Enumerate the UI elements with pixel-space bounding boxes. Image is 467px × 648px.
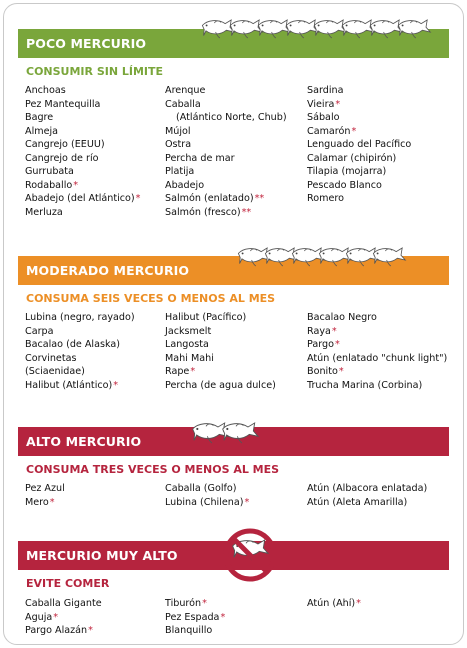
fish-list-column: [307, 597, 361, 611]
fish-name: Bacalao (de Alaska): [25, 339, 120, 350]
list-item: [165, 482, 249, 496]
fish-name: Percha (de agua dulce): [165, 379, 276, 391]
fish-name: Almeja: [25, 125, 59, 137]
list-item: [25, 597, 102, 611]
fish-list-column: [165, 482, 249, 509]
fish-name: Salmón (enlatado): [165, 193, 254, 204]
list-item: [307, 138, 411, 152]
section-subtitle: CONSUMA TRES VECES O MENOS AL MES: [26, 463, 280, 476]
fish-name: Caballa: [165, 98, 201, 110]
fish-list-column: [307, 482, 427, 509]
list-item: [165, 165, 287, 179]
asterisk-marker: *: [356, 598, 361, 609]
fish-name: Rodaballo: [25, 179, 73, 191]
fish-name: Jacksmelt: [165, 325, 212, 337]
list-item: [25, 352, 135, 366]
asterisk-marker: *: [202, 598, 207, 609]
list-item: [165, 338, 276, 352]
section-title: MERCURIO MUY ALTO: [18, 541, 449, 570]
asterisk-marker: *: [244, 496, 250, 508]
fish-name: Lubina (Chilena): [165, 496, 244, 508]
fish-name: Aguja: [25, 611, 53, 623]
fish-list-column: [307, 311, 447, 392]
list-item: [25, 192, 140, 206]
fish-name: Sábalo: [307, 112, 340, 123]
fish-name: Carpa: [25, 325, 54, 337]
asterisk-marker: *: [113, 379, 119, 391]
fish-list-column: [165, 311, 276, 392]
fish-name: Cangrejo (EEUU): [25, 139, 105, 150]
list-item: [25, 138, 140, 152]
list-item: [165, 206, 287, 220]
fish-name: (Atlántico Norte, Chub): [176, 112, 287, 123]
fish-name: Rape: [165, 366, 190, 377]
fish-icon: [371, 236, 407, 282]
fish-name: Salmón (fresco): [165, 206, 241, 218]
list-item: [165, 496, 249, 510]
fish-name: Mújol: [165, 125, 191, 137]
list-item: [25, 611, 102, 625]
list-item: [165, 325, 276, 339]
asterisk-marker: *: [331, 325, 337, 337]
fish-name: Halibut (Pacífico): [165, 312, 247, 323]
asterisk-marker: *: [338, 366, 344, 377]
fish-name: Bacalao Negro: [307, 312, 377, 323]
fish-list-column: [25, 482, 65, 509]
fish-list-column: [165, 84, 287, 219]
fish-name: Tiburón: [165, 598, 202, 609]
asterisk-marker: *: [220, 611, 226, 623]
list-item: [25, 179, 140, 193]
fish-name: Romero: [307, 193, 344, 204]
asterisk-marker: *: [88, 625, 93, 636]
fish-name: Trucha Marina (Corbina): [307, 379, 423, 391]
asterisk-marker: *: [73, 179, 79, 191]
fish-name: (Sciaenidae): [25, 366, 85, 377]
asterisk-marker: *: [135, 193, 141, 204]
asterisk-marker: *: [190, 366, 196, 377]
list-item: [165, 152, 287, 166]
list-item: [25, 496, 65, 510]
asterisk-marker: *: [351, 125, 357, 137]
list-item: [307, 365, 447, 379]
list-item: [25, 84, 140, 98]
fish-name: Halibut (Atlántico): [25, 379, 113, 391]
list-item: [165, 111, 287, 125]
fish-list-column: [25, 311, 135, 392]
fish-name: Caballa Gigante: [25, 598, 102, 609]
list-item: [25, 338, 135, 352]
list-item: [25, 125, 140, 139]
fish-name: Mahi Mahi: [165, 352, 214, 364]
fish-name: Ostra: [165, 139, 192, 150]
list-item: [25, 482, 65, 496]
fish-name: Pez Mantequilla: [25, 98, 101, 110]
fish-icon: [220, 410, 260, 460]
list-item: [25, 111, 140, 125]
section-subtitle: CONSUMA SEIS VECES O MENOS AL MES: [26, 292, 276, 305]
list-item: [165, 179, 287, 193]
fish-name: Sardina: [307, 85, 344, 96]
list-item: [307, 311, 447, 325]
list-item: [307, 125, 411, 139]
list-item: [25, 311, 135, 325]
list-item: [307, 597, 361, 611]
fish-name: Platija: [165, 166, 195, 177]
list-item: [307, 338, 447, 352]
list-item: [25, 206, 140, 220]
fish-name: Corvinetas: [25, 352, 77, 364]
asterisk-marker: *: [335, 98, 341, 110]
fish-name: Calamar (chipirón): [307, 152, 397, 164]
list-item: [307, 352, 447, 366]
fish-name: Langosta: [165, 339, 209, 350]
asterisk-marker: *: [53, 611, 59, 623]
fish-name: Bonito: [307, 366, 338, 377]
list-item: [307, 325, 447, 339]
no-eat-icon: [222, 527, 278, 583]
list-item: [165, 98, 287, 112]
fish-name: Atún (Ahí): [307, 598, 356, 609]
section-subtitle: CONSUMIR SIN LÍMITE: [26, 65, 164, 78]
fish-name: Anchoas: [25, 85, 66, 96]
fish-name: Gurrubata: [25, 166, 74, 177]
list-item: [165, 192, 287, 206]
section-title: ALTO MERCURIO: [18, 427, 449, 456]
fish-name: Pez Espada: [165, 611, 220, 623]
fish-name: Arenque: [165, 85, 206, 96]
fish-name: Pez Azul: [25, 483, 65, 494]
fish-name: Camarón: [307, 125, 351, 137]
list-item: [165, 611, 225, 625]
list-item: [307, 152, 411, 166]
fish-name: Caballa (Golfo): [165, 483, 237, 494]
list-item: [307, 165, 411, 179]
list-item: [307, 482, 427, 496]
fish-name: Bagre: [25, 112, 54, 123]
fish-name: Abadejo: [165, 179, 205, 191]
list-item: [165, 352, 276, 366]
section-subtitle: EVITE COMER: [26, 577, 110, 590]
fish-name: Lubina (negro, rayado): [25, 312, 135, 323]
list-item: [307, 379, 447, 393]
fish-list-column: [307, 84, 411, 206]
list-item: [25, 165, 140, 179]
fish-name: Raya: [307, 325, 331, 337]
fish-name: Tilapia (mojarra): [307, 166, 387, 177]
fish-name: Atún (Albacora enlatada): [307, 483, 428, 494]
asterisk-marker: **: [254, 193, 265, 204]
fish-name: Lenguado del Pacífico: [307, 139, 412, 150]
list-item: [25, 624, 102, 638]
fish-name: Atún (enlatado "chunk light"): [307, 352, 448, 364]
fish-name: Pargo: [307, 339, 334, 350]
fish-list-column: [25, 84, 140, 219]
list-item: [165, 365, 276, 379]
list-item: [307, 84, 411, 98]
fish-name: Cangrejo de río: [25, 152, 99, 164]
list-item: [307, 111, 411, 125]
section-title: MODERADO MERCURIO: [18, 256, 449, 285]
fish-list-column: [165, 597, 225, 638]
fish-icon: [396, 8, 432, 54]
list-item: [165, 138, 287, 152]
list-item: [307, 98, 411, 112]
list-item: [25, 98, 140, 112]
list-item: [165, 84, 287, 98]
asterisk-marker: **: [241, 206, 252, 218]
fish-name: Mero: [25, 496, 49, 508]
fish-name: Vieira: [307, 98, 335, 110]
fish-name: Blanquillo: [165, 625, 213, 636]
fish-name: Pescado Blanco: [307, 179, 382, 191]
list-item: [165, 597, 225, 611]
fish-name: Abadejo (del Atlántico): [25, 193, 135, 204]
fish-list-column: [25, 597, 102, 638]
list-item: [307, 179, 411, 193]
list-item: [307, 496, 427, 510]
asterisk-marker: *: [49, 496, 55, 508]
list-item: [165, 125, 287, 139]
list-item: [307, 192, 411, 206]
list-item: [165, 379, 276, 393]
list-item: [165, 624, 225, 638]
fish-name: Pargo Alazán: [25, 625, 88, 636]
list-item: [165, 311, 276, 325]
list-item: [25, 379, 135, 393]
fish-name: Merluza: [25, 206, 63, 218]
section-title: POCO MERCURIO: [18, 29, 449, 58]
fish-name: Percha de mar: [165, 152, 235, 164]
list-item: [25, 152, 140, 166]
fish-name: Atún (Aleta Amarilla): [307, 496, 408, 508]
list-item: [25, 365, 135, 379]
asterisk-marker: *: [334, 339, 340, 350]
list-item: [25, 325, 135, 339]
